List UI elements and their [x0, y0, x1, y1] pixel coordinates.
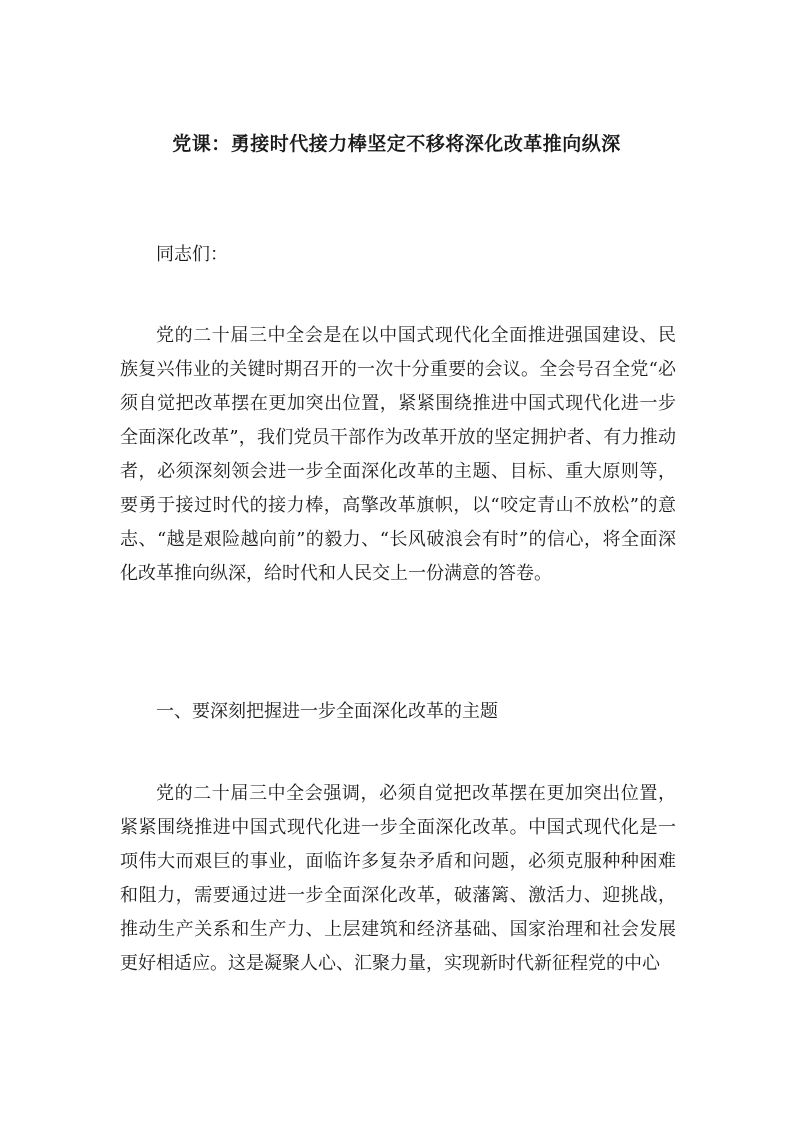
document-title: 党课：勇接时代接力棒坚定不移将深化改革推向纵深: [172, 133, 621, 155]
body-paragraph-1: 党的二十届三中全会是在以中国式现代化全面推进强国建设、民族复兴伟业的关键时期召开的一次十分重要的会议。全会号召全党“必须自觉把改革摆在更加突出位置，紧紧围绕推进中国式现代化进一步全面深化改革”，我们党员干部作为改革开放的坚定拥护者、有力推动者，必须深刻领会进一步全面深化改革的主题、目标、重大原则等，要勇于接过时代的接力棒，高擎改革旗帜，以“咬定青山不放松”的意志、“越是艰险越向前”的毅力、“长风破浪会有时”的信心，将全面深化改革推向纵深，给时代和人民交上一份满意的答卷。: [120, 325, 676, 584]
section-heading-1: 一、要深刻把握进一步全面深化改革的主题: [156, 701, 498, 722]
greeting-line: 同志们：: [156, 244, 228, 265]
body-paragraph-2: 党的二十届三中全会强调，必须自觉把改革摆在更加突出位置，紧紧围绕推进中国式现代化进一步全面深化改革。中国式现代化是一项伟大而艰巨的事业，面临许多复杂矛盾和问题，必须克服种种困难和阻力，需要通过进一步全面深化改革，破藩篱、激活力、迎挑战，推动生产关系和生产力、上层建筑和经济基础、国家治理和社会发展更好相适应。这是凝聚人心、汇聚力量，实现新时代新征程党的中心: [120, 783, 676, 974]
